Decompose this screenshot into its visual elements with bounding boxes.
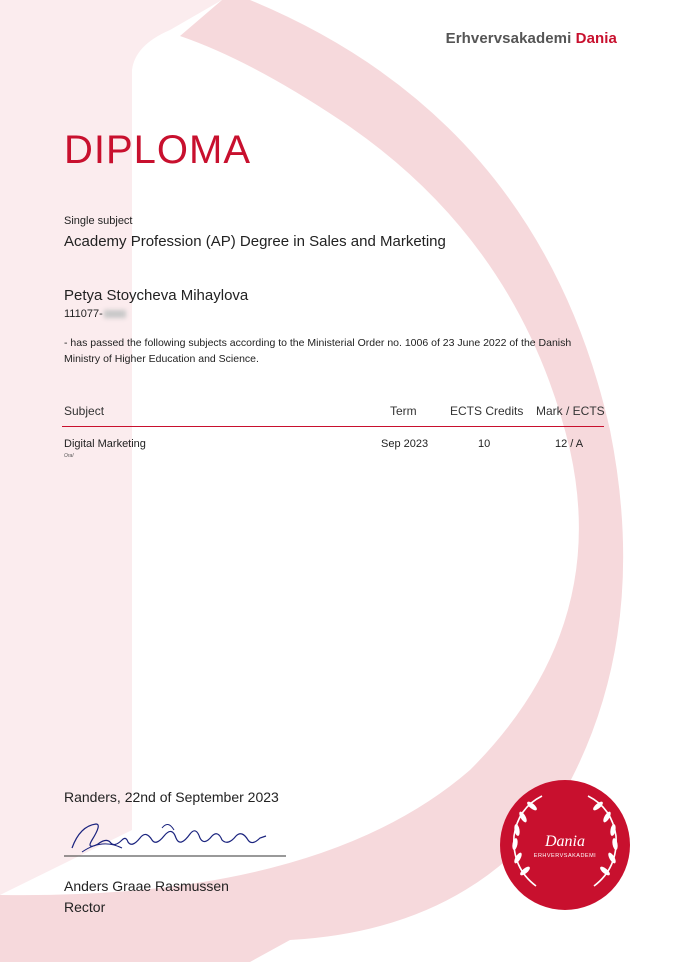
row-exam-type: Oral <box>64 453 74 459</box>
row-subject: Digital Marketing <box>64 438 146 450</box>
row-mark: 12 / A <box>555 438 584 450</box>
signatory-role: Rector <box>64 899 106 915</box>
student-id <box>64 308 126 320</box>
column-header-mark: Mark / ECTS <box>536 404 605 418</box>
diploma-type-label: Single subject <box>64 215 133 227</box>
seal-sub-text: ERHVERVSAKADEMI <box>533 853 597 859</box>
brand-name-primary: Erhvervsakademi <box>445 30 572 47</box>
brand-logo <box>446 30 617 47</box>
column-header-subject: Subject <box>64 404 105 418</box>
table-header-divider <box>62 426 604 427</box>
place-and-date: Randers, 22nd of September 2023 <box>64 789 279 805</box>
signatory-name: Anders Graae Rasmussen <box>64 878 229 894</box>
signature-image <box>62 818 292 860</box>
program-name: Academy Profession (AP) Degree in Sales and Marketing <box>64 233 446 250</box>
statement-text: - has passed the following subjects according to the Ministerial Order no. 1006 of 23 June 2022 of the Danish Ministry of Higher Education and Science. <box>64 337 572 365</box>
document-title: DIPLOMA <box>64 128 252 172</box>
redaction-blur <box>104 310 126 318</box>
student-name: Petya Stoycheva Mihaylova <box>64 287 249 304</box>
student-id-value: 111077- <box>64 308 103 320</box>
row-credits: 10 <box>478 438 491 450</box>
column-header-term: Term <box>390 404 417 418</box>
column-header-credits: ECTS Credits <box>450 404 524 418</box>
row-term: Sep 2023 <box>381 438 429 450</box>
dania-seal <box>498 778 632 912</box>
seal-logo-text: Dania <box>545 833 585 850</box>
brand-name-accent: Dania <box>575 30 617 47</box>
